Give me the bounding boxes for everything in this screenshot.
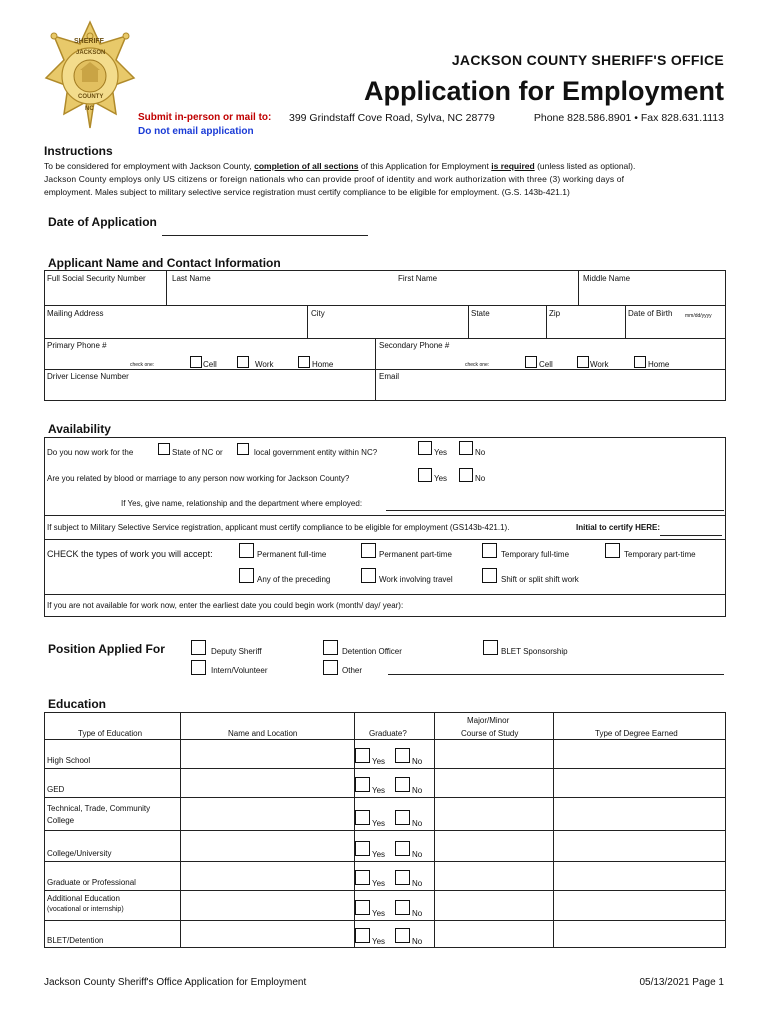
edu-graduate-no-checkbox[interactable] bbox=[395, 870, 410, 885]
temporary-full-time-checkbox[interactable] bbox=[482, 543, 497, 558]
edu-degree-field[interactable] bbox=[553, 861, 726, 890]
edu-graduate-no-checkbox[interactable] bbox=[395, 777, 410, 792]
instructions-heading: Instructions bbox=[44, 144, 113, 158]
edu-degree-field[interactable] bbox=[553, 739, 726, 768]
edu-degree-field[interactable] bbox=[553, 920, 726, 948]
q1-no-label: No bbox=[475, 448, 486, 457]
q1-yes-checkbox[interactable] bbox=[418, 441, 432, 455]
driver-license-field[interactable]: Driver License Number bbox=[47, 372, 129, 381]
no-email-note: Do not email application bbox=[138, 126, 254, 137]
permanent-part-time-checkbox[interactable] bbox=[361, 543, 376, 558]
availability-q6: If you are not available for work now, enter the earliest date you could begin work (month/ day/ year): bbox=[47, 601, 404, 610]
edu-col-major: Major/Minor bbox=[467, 716, 510, 725]
first-name-field[interactable]: First Name bbox=[398, 274, 438, 283]
date-of-birth-field[interactable]: Date of Birth mm/dd/yyyy bbox=[628, 309, 712, 319]
availability-q2: Are you related by blood or marriage to any person now working for Jackson County? bbox=[47, 474, 350, 483]
middle-name-field[interactable]: Middle Name bbox=[583, 274, 631, 283]
city-field[interactable]: City bbox=[311, 309, 325, 318]
edu-col-type: Type of Education bbox=[78, 729, 143, 738]
edu-no-label: No bbox=[412, 850, 423, 859]
badge-text-sheriff: SHERIFF bbox=[74, 38, 104, 45]
edu-graduate-yes-checkbox[interactable] bbox=[355, 870, 370, 885]
primary-work-checkbox[interactable] bbox=[237, 356, 249, 368]
education-heading: Education bbox=[48, 697, 107, 711]
edu-row-label: Additional Education bbox=[47, 894, 120, 903]
instructions-line-3: employment. Males subject to military selective service registration must certify compliance to be eligible for employment. (G.S. 143b-421.1) bbox=[44, 187, 570, 197]
doc-title: Application for Employment bbox=[363, 76, 724, 106]
shift-work-checkbox[interactable] bbox=[482, 568, 497, 583]
shift-work-label: Shift or split shift work bbox=[501, 575, 579, 584]
q1-yes-label: Yes bbox=[434, 448, 448, 457]
badge-text-jackson: JACKSON bbox=[76, 50, 106, 56]
state-field[interactable]: State bbox=[471, 309, 490, 318]
q2-no-checkbox[interactable] bbox=[459, 468, 473, 482]
edu-row-label: Graduate or Professional bbox=[47, 878, 136, 887]
edu-graduate-yes-checkbox[interactable] bbox=[355, 777, 370, 792]
edu-yes-label: Yes bbox=[372, 879, 386, 888]
relative-details-field[interactable] bbox=[386, 510, 724, 511]
secondary-work-checkbox[interactable] bbox=[577, 356, 589, 368]
edu-yes-label: Yes bbox=[372, 909, 386, 918]
temporary-part-time-label: Temporary part-time bbox=[624, 550, 696, 559]
edu-major-field[interactable] bbox=[434, 797, 553, 830]
edu-row-sublabel: (vocational or internship) bbox=[47, 906, 124, 913]
footer-right: 05/13/2021 Page 1 bbox=[639, 977, 724, 988]
edu-col-degree: Type of Degree Earned bbox=[595, 729, 678, 738]
detention-officer-checkbox[interactable] bbox=[323, 640, 338, 655]
edu-row-label: High School bbox=[47, 756, 91, 765]
zip-field[interactable]: Zip bbox=[549, 309, 561, 318]
edu-graduate-yes-checkbox[interactable] bbox=[355, 841, 370, 856]
local-government-checkbox[interactable] bbox=[237, 443, 249, 455]
q2-yes-checkbox[interactable] bbox=[418, 468, 432, 482]
secondary-cell-checkbox[interactable] bbox=[525, 356, 537, 368]
q2-yes-label: Yes bbox=[434, 474, 448, 483]
permanent-full-time-label: Permanent full-time bbox=[257, 550, 327, 559]
instructions-line-1: To be considered for employment with Jackson County, completion of all sections of this Application for Employment is required (unless listed as optional). bbox=[44, 161, 636, 171]
certify-initial-field[interactable] bbox=[660, 535, 722, 536]
intern-volunteer-checkbox[interactable] bbox=[191, 660, 206, 675]
availability-q3: If Yes, give name, relationship and the department where employed: bbox=[121, 499, 363, 508]
availability-heading: Availability bbox=[48, 422, 111, 436]
edu-row-label: College/University bbox=[47, 849, 112, 858]
badge-text-county: COUNTY bbox=[78, 94, 104, 100]
phone-fax-text: Phone 828.586.8901 • Fax 828.631.1113 bbox=[533, 112, 724, 124]
edu-degree-field[interactable] bbox=[553, 797, 726, 830]
instructions-line-2: Jackson County employs only US citizens or foreign nationals who can provide proof of identity and work authorization with three (3) working days of bbox=[44, 174, 625, 184]
edu-graduate-no-checkbox[interactable] bbox=[395, 810, 410, 825]
applicant-heading: Applicant Name and Contact Information bbox=[48, 256, 281, 270]
sheriff-badge-logo bbox=[44, 20, 136, 130]
edu-graduate-no-checkbox[interactable] bbox=[395, 841, 410, 856]
submit-label: Submit in-person or mail to: bbox=[138, 112, 272, 123]
primary-home-checkbox[interactable] bbox=[298, 356, 310, 368]
edu-name-location-field[interactable] bbox=[180, 861, 354, 890]
edu-degree-field[interactable] bbox=[553, 890, 726, 920]
edu-graduate-no-checkbox[interactable] bbox=[395, 928, 410, 943]
deputy-sheriff-label: Deputy Sheriff bbox=[211, 647, 262, 656]
footer-left: Jackson County Sheriff's Office Application for Employment bbox=[44, 977, 307, 988]
edu-graduate-no-checkbox[interactable] bbox=[395, 900, 410, 915]
edu-graduate-no-checkbox[interactable] bbox=[395, 748, 410, 763]
edu-graduate-yes-checkbox[interactable] bbox=[355, 928, 370, 943]
temporary-part-time-checkbox[interactable] bbox=[605, 543, 620, 558]
edu-major-field[interactable] bbox=[434, 739, 553, 768]
permanent-part-time-label: Permanent part-time bbox=[379, 550, 452, 559]
work-travel-checkbox[interactable] bbox=[361, 568, 376, 583]
edu-major-field[interactable] bbox=[434, 861, 553, 890]
edu-yes-label: Yes bbox=[372, 786, 386, 795]
edu-name-location-field[interactable] bbox=[180, 830, 354, 861]
edu-degree-field[interactable] bbox=[553, 830, 726, 861]
edu-major-field[interactable] bbox=[434, 920, 553, 948]
availability-q5: CHECK the types of work you will accept: bbox=[47, 549, 213, 559]
edu-row-label: BLET/Detention bbox=[47, 936, 104, 945]
edu-yes-label: Yes bbox=[372, 937, 386, 946]
blet-sponsorship-label: BLET Sponsorship bbox=[501, 647, 568, 656]
primary-cell-label: Cell bbox=[203, 360, 217, 369]
date-of-application-label: Date of Application bbox=[48, 215, 157, 229]
edu-major-field[interactable] bbox=[434, 830, 553, 861]
blet-sponsorship-checkbox[interactable] bbox=[483, 640, 498, 655]
edu-name-location-field[interactable] bbox=[180, 768, 354, 797]
edu-col-graduate: Graduate? bbox=[369, 729, 407, 738]
edu-name-location-field[interactable] bbox=[180, 920, 354, 948]
edu-graduate-yes-checkbox[interactable] bbox=[355, 900, 370, 915]
work-travel-label: Work involving travel bbox=[379, 575, 453, 584]
edu-graduate-yes-checkbox[interactable] bbox=[355, 810, 370, 825]
edu-graduate-yes-checkbox[interactable] bbox=[355, 748, 370, 763]
edu-yes-label: Yes bbox=[372, 757, 386, 766]
edu-no-label: No bbox=[412, 937, 423, 946]
date-of-application-field[interactable] bbox=[162, 235, 368, 236]
primary-phone-field[interactable]: Primary Phone # check one: bbox=[47, 341, 155, 368]
certify-initial-label: Initial to certify HERE: bbox=[576, 523, 661, 532]
other-position-field[interactable] bbox=[388, 674, 724, 675]
edu-no-label: No bbox=[412, 909, 423, 918]
primary-cell-checkbox[interactable] bbox=[190, 356, 202, 368]
instructions-body bbox=[44, 160, 726, 199]
badge-text-nc: NC bbox=[85, 106, 94, 112]
edu-name-location-field[interactable] bbox=[180, 890, 354, 920]
last-name-field[interactable]: Last Name bbox=[172, 274, 211, 283]
availability-q1-prefix: Do you now work for the bbox=[47, 448, 134, 457]
edu-name-location-field[interactable] bbox=[180, 739, 354, 768]
other-position-checkbox[interactable] bbox=[323, 660, 338, 675]
q1-no-checkbox[interactable] bbox=[459, 441, 473, 455]
primary-work-label: Work bbox=[255, 360, 274, 369]
temporary-full-time-label: Temporary full-time bbox=[501, 550, 570, 559]
secondary-phone-field[interactable]: Secondary Phone # check one: bbox=[379, 341, 490, 368]
edu-major-field[interactable] bbox=[434, 768, 553, 797]
q2-no-label: No bbox=[475, 474, 486, 483]
any-preceding-label: Any of the preceding bbox=[257, 575, 331, 584]
org-title: JACKSON COUNTY SHERIFF'S OFFICE bbox=[451, 52, 724, 68]
local-government-label: local government entity within NC? bbox=[254, 448, 378, 457]
edu-col-course: Course of Study bbox=[461, 729, 519, 738]
edu-major-field[interactable] bbox=[434, 890, 553, 920]
any-preceding-checkbox[interactable] bbox=[239, 568, 254, 583]
edu-yes-label: Yes bbox=[372, 819, 386, 828]
edu-no-label: No bbox=[412, 819, 423, 828]
detention-officer-label: Detention Officer bbox=[342, 647, 402, 656]
state-of-nc-checkbox[interactable] bbox=[158, 443, 170, 455]
secondary-work-label: Work bbox=[590, 360, 609, 369]
edu-degree-field[interactable] bbox=[553, 768, 726, 797]
secondary-cell-label: Cell bbox=[539, 360, 553, 369]
ssn-field[interactable]: Full Social Security Number bbox=[47, 274, 146, 283]
secondary-home-label: Home bbox=[648, 360, 670, 369]
intern-volunteer-label: Intern/Volunteer bbox=[211, 666, 268, 675]
permanent-full-time-checkbox[interactable] bbox=[239, 543, 254, 558]
earliest-start-date-field[interactable] bbox=[470, 596, 724, 616]
primary-home-label: Home bbox=[312, 360, 334, 369]
state-of-nc-label: State of NC or bbox=[172, 448, 223, 457]
mailing-address-field[interactable]: Mailing Address bbox=[47, 309, 104, 318]
edu-no-label: No bbox=[412, 786, 423, 795]
mailing-address-text: 399 Grindstaff Cove Road, Sylva, NC 28779 bbox=[289, 112, 495, 124]
edu-no-label: No bbox=[412, 757, 423, 766]
edu-name-location-field[interactable] bbox=[180, 797, 354, 830]
secondary-home-checkbox[interactable] bbox=[634, 356, 646, 368]
edu-row-label: Technical, Trade, Community bbox=[47, 804, 151, 813]
edu-no-label: No bbox=[412, 879, 423, 888]
email-field[interactable]: Email bbox=[379, 372, 400, 381]
edu-row-sublabel: College bbox=[47, 816, 75, 825]
edu-yes-label: Yes bbox=[372, 850, 386, 859]
other-position-label: Other bbox=[342, 666, 363, 675]
position-heading: Position Applied For bbox=[48, 642, 165, 656]
edu-col-name: Name and Location bbox=[228, 729, 298, 738]
availability-q4: If subject to Military Selective Service registration, applicant must certify compliance to be eligible for employment (GS143b-421.1). bbox=[47, 523, 510, 532]
edu-row-label: GED bbox=[47, 785, 65, 794]
deputy-sheriff-checkbox[interactable] bbox=[191, 640, 206, 655]
